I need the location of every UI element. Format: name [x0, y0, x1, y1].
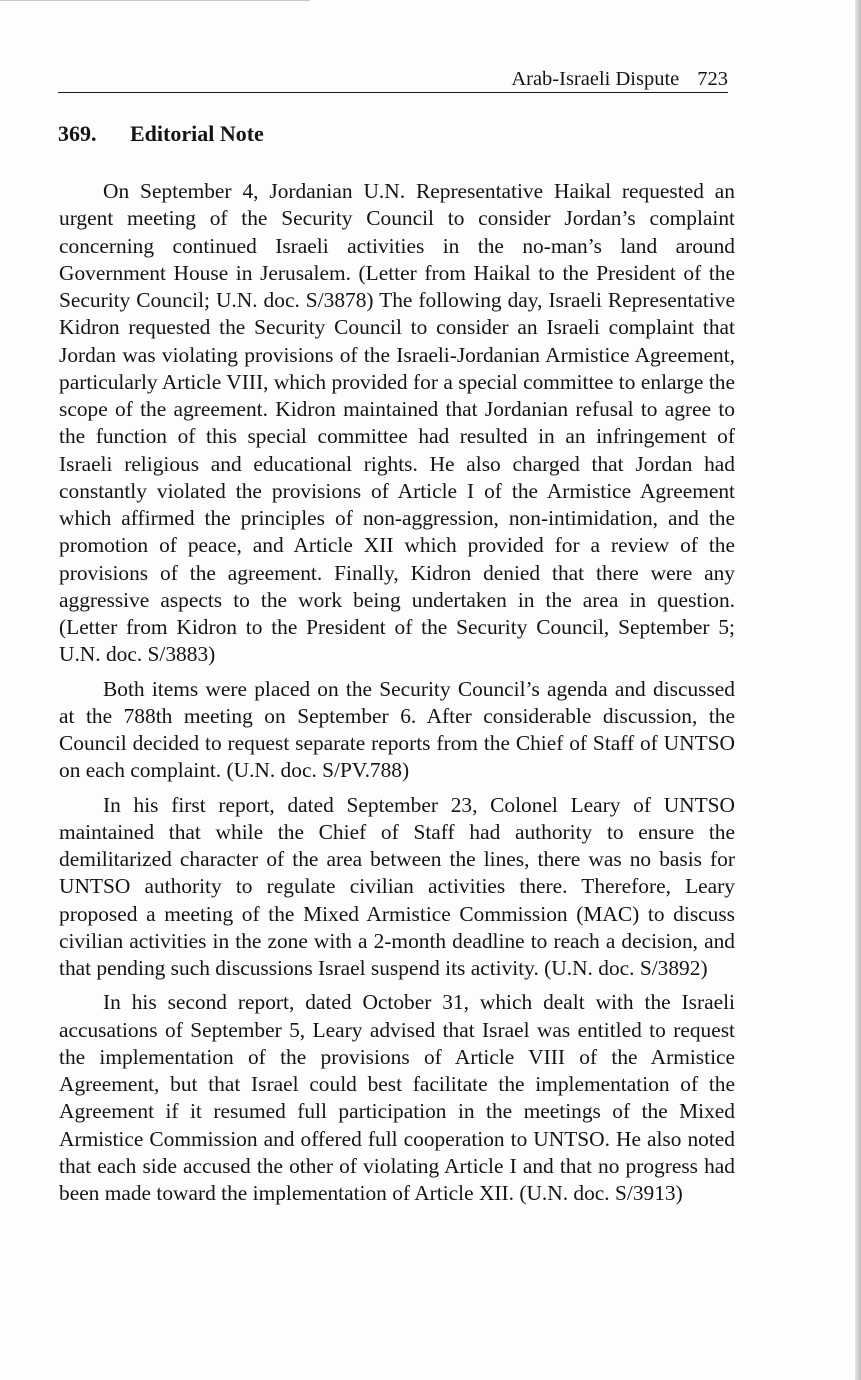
- paragraph-3: In his first report, dated September 23, Colonel Leary of UNTSO maintained that while the Chief of Staff had authority to ensure the demilitarized character of the area between the lines, there was no basis for UNTSO authority to regulate civilian activities there. Therefore, Leary proposed a meeting of the Mixed Armistice Commission (MAC) to discuss civilian activities in the zone with a 2-month deadline to reach a decision, and that pending such discussions Israel suspend its activity. (U.N. doc. S/3892): [59, 792, 735, 980]
- document-number: 369.: [58, 121, 97, 146]
- page-top-edge: [0, 0, 310, 1]
- document-title: Editorial Note: [130, 121, 264, 146]
- page-binding-edge: [855, 0, 861, 1380]
- paragraph-2: Both items were placed on the Security Council’s agenda and discussed at the 788th meeting on September 6. After considerable discussion, the Council decided to request separate reports from the Chief of Staff of UNTSO on each complaint. (U.N. doc. S/PV.788): [59, 676, 735, 783]
- document-heading: [58, 120, 264, 148]
- running-header: [58, 62, 728, 93]
- paragraph-1: On September 4, Jordanian U.N. Representative Haikal requested an urgent meeting of the Security Council to consider Jordan’s complaint concerning continued Israeli activities in the no-man’s land around Government House in Jerusalem. (Letter from Haikal to the President of the Security Council; U.N. doc. S/3878) The following day, Israeli Representative Kidron requested the Security Council to consider an Israeli complaint that Jordan was violating provisions of the Israeli-Jordanian Armistice Agreement, particularly Article VIII, which provided for a special committee to enlarge the scope of the agreement. Kidron maintained that Jordanian refusal to agree to the function of this special committee had resulted in an infringement of Israeli religious and educational rights. He also charged that Jordan had constantly violated the provisions of Article I of the Armistice Agreement which affirmed the principles of non-aggression, non-intimidation, and the promotion of peace, and Article XII which provided for a review of the provisions of the agreement. Finally, Kidron denied that there were any aggressive aspects to the work being undertaken in the area in question. (Letter from Kidron to the President of the Security Council, September 5; U.N. doc. S/3883): [59, 179, 735, 667]
- running-title: Arab-Israeli Dispute: [511, 68, 680, 90]
- page-number: 723: [697, 68, 728, 90]
- body-text: [59, 178, 735, 1214]
- paragraph-4: In his second report, dated October 31, which dealt with the Israeli accusations of September 5, Leary advised that Israel was entitled to request the implementation of the provisions of Article VIII of the Armistice Agreement, but that Israel could best facilitate the implementation of the Agreement if it resumed full participation in the meetings of the Mixed Armistice Commission and offered full cooperation to UNTSO. He also noted that each side accused the other of violating Article I and that no progress had been made toward the implementation of Article XII. (U.N. doc. S/3913): [59, 990, 735, 1205]
